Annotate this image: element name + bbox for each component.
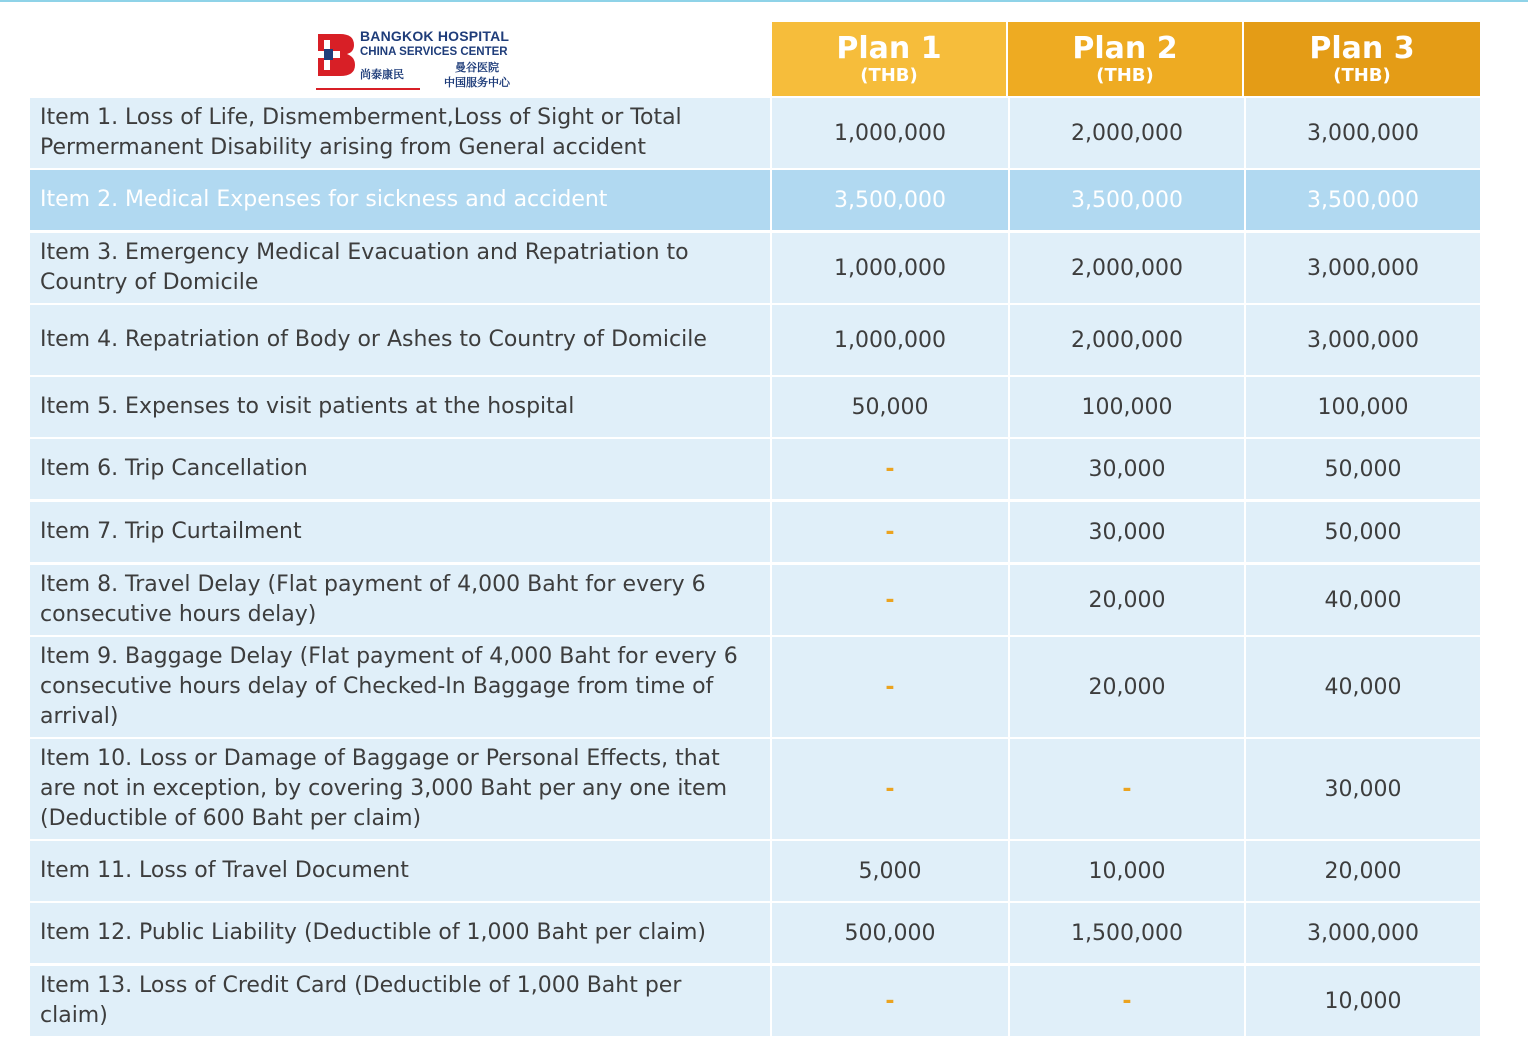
amount-value: - [885, 674, 895, 700]
amount-value: 20,000 [1088, 587, 1166, 613]
amount-value: 50,000 [851, 394, 929, 420]
plan-1-amount [772, 637, 1008, 737]
logo-subtitle-cn-line1: 曼谷医院 [455, 61, 499, 74]
coverage-item-label: Item 1. Loss of Life, Dismemberment,Loss of Sight or Total Permermanent Disability arising from General accident [30, 98, 770, 168]
plan-3-amount [1246, 841, 1480, 901]
amount-value: 100,000 [1081, 394, 1173, 420]
plan-2-amount [1010, 305, 1244, 375]
plan-3-amount [1246, 439, 1480, 499]
amount-value: 1,000,000 [834, 327, 946, 353]
plan-2-amount [1010, 966, 1244, 1036]
plan-3-amount [1246, 305, 1480, 375]
plan-3-amount [1246, 903, 1480, 963]
amount-value: 20,000 [1088, 674, 1166, 700]
plan-1-amount [772, 377, 1008, 437]
amount-value: - [885, 519, 895, 545]
coverage-item-label: Item 11. Loss of Travel Document [30, 841, 770, 901]
plan-1-amount [772, 565, 1008, 635]
coverage-item-label: Item 3. Emergency Medical Evacuation and Repatriation to Country of Domicile [30, 233, 770, 303]
coverage-item-label: Item 5. Expenses to visit patients at the hospital [30, 377, 770, 437]
amount-value: - [885, 587, 895, 613]
plan-1-amount [772, 739, 1008, 839]
amount-value: 3,000,000 [1307, 120, 1419, 146]
plan-2-amount [1010, 502, 1244, 562]
plan-1-unit: (THB) [860, 65, 918, 86]
amount-value: 30,000 [1324, 776, 1402, 802]
plan-3-amount [1246, 98, 1480, 168]
logo-subtitle-cn-line2: 中国服务中心 [444, 76, 510, 89]
table-row [30, 233, 1480, 303]
coverage-item-label: Item 9. Baggage Delay (Flat payment of 4,000 Baht for every 6 consecutive hours delay of Checked-In Baggage from time of arrival) [30, 637, 770, 737]
plan-2-amount [1010, 377, 1244, 437]
coverage-item-label: Item 7. Trip Curtailment [30, 502, 770, 562]
amount-value: 5,000 [858, 858, 922, 884]
coverage-item-label: Item 6. Trip Cancellation [30, 439, 770, 499]
table-row [30, 903, 1480, 963]
plan-3-amount [1246, 377, 1480, 437]
table-row [30, 637, 1480, 737]
amount-value: 50,000 [1324, 456, 1402, 482]
amount-value: 3,000,000 [1307, 920, 1419, 946]
plan-2-amount [1010, 98, 1244, 168]
amount-value: 2,000,000 [1071, 120, 1183, 146]
coverage-item-label: Item 4. Repatriation of Body or Ashes to Country of Domicile [30, 305, 770, 375]
plan-2-amount [1010, 233, 1244, 303]
plan-1-amount [772, 966, 1008, 1036]
plan-2-amount [1010, 841, 1244, 901]
amount-value: 30,000 [1088, 519, 1166, 545]
amount-value: 50,000 [1324, 519, 1402, 545]
table-row [30, 439, 1480, 499]
amount-value: - [1122, 776, 1132, 802]
plan-3-amount [1246, 170, 1480, 230]
table-row [30, 170, 1480, 230]
plan-3-name: Plan 3 [1309, 31, 1415, 66]
plan-2-name: Plan 2 [1072, 31, 1178, 66]
coverage-item-label: Item 13. Loss of Credit Card (Deductible of 1,000 Baht per claim) [30, 966, 770, 1036]
table-row [30, 377, 1480, 437]
coverage-item-label: Item 10. Loss or Damage of Baggage or Personal Effects, that are not in exception, by covering 3,000 Baht per any one item (Deductible of 600 Baht per claim) [30, 739, 770, 839]
table-row [30, 739, 1480, 839]
amount-value: - [885, 776, 895, 802]
amount-value: - [885, 988, 895, 1014]
plan-3-amount [1246, 637, 1480, 737]
table-row [30, 502, 1480, 562]
plan-2-amount [1010, 739, 1244, 839]
plan-2-amount [1010, 637, 1244, 737]
plan-1-amount [772, 305, 1008, 375]
table-row [30, 565, 1480, 635]
amount-value: 3,500,000 [1307, 187, 1419, 213]
amount-value: 2,000,000 [1071, 255, 1183, 281]
plan-2-amount [1010, 170, 1244, 230]
amount-value: 20,000 [1324, 858, 1402, 884]
plan-1-amount [772, 98, 1008, 168]
amount-value: 2,000,000 [1071, 327, 1183, 353]
plan-3-amount [1246, 502, 1480, 562]
amount-value: 3,000,000 [1307, 255, 1419, 281]
table-row [30, 98, 1480, 168]
amount-value: 1,000,000 [834, 120, 946, 146]
plan-2-amount [1010, 903, 1244, 963]
plan-3-unit: (THB) [1333, 65, 1391, 86]
hospital-logo-icon [314, 30, 356, 78]
plan-1-amount [772, 502, 1008, 562]
plan-1-name: Plan 1 [836, 31, 942, 66]
amount-value: 1,500,000 [1071, 920, 1183, 946]
plan-3-amount [1246, 966, 1480, 1036]
coverage-item-label: Item 12. Public Liability (Deductible of 1,000 Baht per claim) [30, 903, 770, 963]
amount-value: 10,000 [1324, 988, 1402, 1014]
amount-value: - [1122, 988, 1132, 1014]
plan-3-amount [1246, 233, 1480, 303]
plan-1-header [772, 22, 1006, 96]
amount-value: 3,500,000 [834, 187, 946, 213]
plan-1-amount [772, 233, 1008, 303]
plan-1-amount [772, 170, 1008, 230]
amount-value: 40,000 [1324, 674, 1402, 700]
plan-3-amount [1246, 739, 1480, 839]
coverage-item-label: Item 2. Medical Expenses for sickness and accident [30, 170, 770, 230]
logo-subtitle-en: CHINA SERVICES CENTER [360, 46, 508, 58]
table-row [30, 841, 1480, 901]
plan-1-amount [772, 903, 1008, 963]
logo-subtitle-cn [444, 60, 510, 90]
hospital-logo [314, 28, 534, 92]
table-row [30, 305, 1480, 375]
amount-value: 1,000,000 [834, 255, 946, 281]
table-row [30, 966, 1480, 1036]
top-rule [0, 0, 1528, 2]
plan-2-amount [1010, 439, 1244, 499]
amount-value: 3,500,000 [1071, 187, 1183, 213]
plan-2-amount [1010, 565, 1244, 635]
plan-2-header [1008, 22, 1242, 96]
plan-3-amount [1246, 565, 1480, 635]
amount-value: 30,000 [1088, 456, 1166, 482]
logo-name-cn: 尚泰康民 [360, 68, 404, 81]
amount-value: 500,000 [844, 920, 936, 946]
amount-value: 100,000 [1317, 394, 1409, 420]
amount-value: 10,000 [1088, 858, 1166, 884]
plan-1-amount [772, 841, 1008, 901]
amount-value: - [885, 456, 895, 482]
amount-value: 3,000,000 [1307, 327, 1419, 353]
plan-3-header [1244, 22, 1480, 96]
logo-underline [316, 88, 420, 90]
plan-2-unit: (THB) [1096, 65, 1154, 86]
amount-value: 40,000 [1324, 587, 1402, 613]
plan-1-amount [772, 439, 1008, 499]
coverage-item-label: Item 8. Travel Delay (Flat payment of 4,000 Baht for every 6 consecutive hours delay) [30, 565, 770, 635]
logo-name-en: BANGKOK HOSPITAL [360, 28, 510, 44]
